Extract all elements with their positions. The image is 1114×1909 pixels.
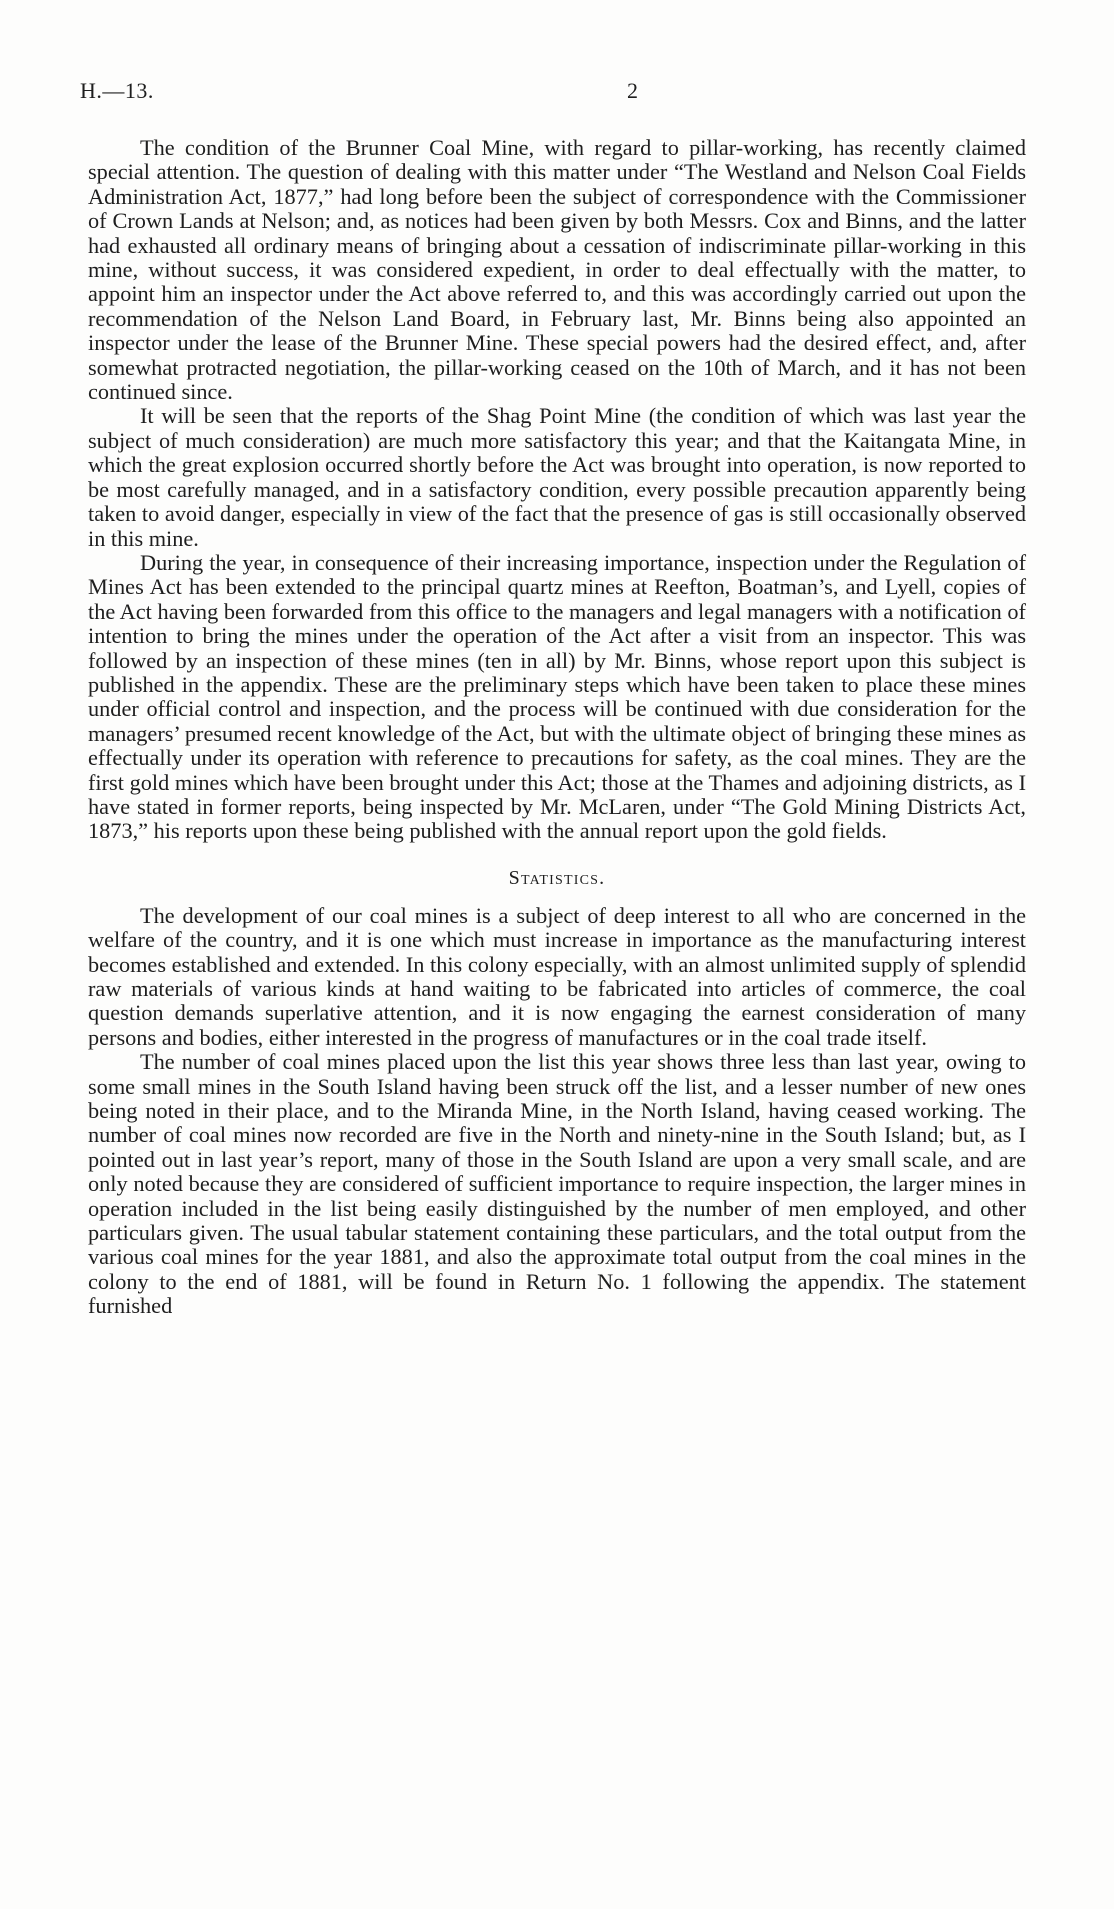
document-body [88,136,1026,1319]
document-reference: H.—13. [80,78,154,103]
paragraph-coal-mines-count: The number of coal mines placed upon the list this year shows three less than last year, owing to some small mines in the South Island having been struck off the list, and a lesser number of new ones being noted in their place, and to the Miranda Mine, in the North Island, having ceased working. The number of coal mines now recorded are five in the North and ninety-nine in the South Island; but, as I pointed out in last year’s report, many of those in the South Island are upon a very small scale, and are only noted because they are considered of sufficient importance to require inspection, the larger mines in operation included in the list being easily distinguished by the number of men employed, and other particulars given. The usual tabular statement containing these particulars, and the total output from the various coal mines for the year 1881, and also the approximate total output from the coal mines in the colony to the end of 1881, will be found in Return No. 1 following the appendix. The statement furnished [88,1049,1026,1319]
page-header [80,78,1020,108]
paragraph-brunner-mine: The condition of the Brunner Coal Mine, with regard to pillar-working, has recently claimed special attention. The question of dealing with this matter under “The Westland and Nelson Coal Fields Administration Act, 1877,” had long before been the subject of correspondence with the Commissioner of Crown Lands at Nelson; and, as notices had been given by both Messrs. Cox and Binns, and the latter had exhausted all ordinary means of bringing about a cessation of indiscriminate pillar-working in this mine, without success, it was considered expedient, in order to deal effectually with the matter, to appoint him an inspector under the Act above referred to, and this was accordingly carried out upon the recommendation of the Nelson Land Board, in February last, Mr. Binns being also appointed an inspector under the lease of the Brunner Mine. These special powers had the desired effect, and, after somewhat protracted negotiation, the pillar-working ceased on the 10th of March, and it has not been continued since. [88,135,1026,405]
paragraph-shag-point-mine: It will be seen that the reports of the Shag Point Mine (the condition of which was last year the subject of much consideration) are much more satisfactory this year; and that the Kaitangata Mine, in which the great explosion occurred shortly before the Act was brought into operation, is now reported to be most carefully managed, and in a satisfactory condition, every possible precaution apparently being taken to avoid danger, especially in view of the fact that the presence of gas is still occasionally observed in this mine. [88,403,1026,551]
paragraph-quartz-mines-inspection: During the year, in consequence of their increasing importance, inspection under the Regulation of Mines Act has been extended to the principal quartz mines at Reefton, Boatman’s, and Lyell, copies of the Act having been forwarded from this office to the managers and legal managers with a notification of intention to bring the mines under the operation of the Act after a visit from an inspector. This was followed by an inspection of these mines (ten in all) by Mr. Binns, whose report upon this subject is published in the appendix. These are the preliminary steps which have been taken to place these mines under official control and inspection, and the process will be continued with due consideration for the managers’ presumed recent knowledge of the Act, but with the ultimate object of bringing these mines as effectually under its operation with reference to precautions for safety, as the coal mines. They are the first gold mines which have been brought under this Act; those at the Thames and adjoining districts, as I have stated in former reports, being inspected by Mr. McLaren, under “The Gold Mining Districts Act, 1873,” his reports upon these being published with the annual report upon the gold fields. [88,549,1026,844]
page-number: 2 [627,78,638,103]
section-heading-statistics: Statistics. [508,866,606,889]
paragraph-coal-development: The development of our coal mines is a subject of deep interest to all who are concerned in the welfare of the country, and it is one which must increase in importance as the manufacturing interest becomes established and extended. In this colony especially, with an almost unlimited supply of splendid raw materials of various kinds at hand waiting to be fabricated into articles of commerce, the coal question demands superlative attention, and it is now engaging the earnest consideration of many persons and bodies, either interested in the progress of manufactures or in the coal trade itself. [88,902,1026,1050]
